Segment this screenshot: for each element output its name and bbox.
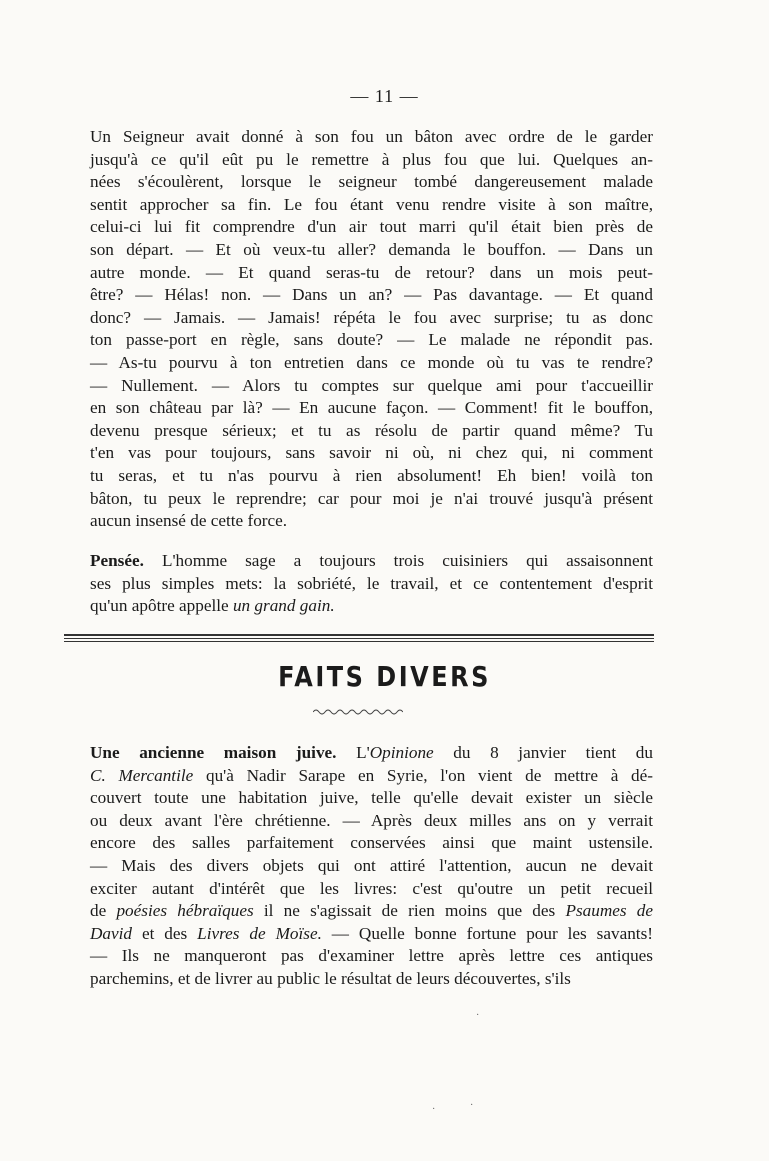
pensee-line-2: ses plus simples mets: la sobriété, le travail, et ce contentement d'esprit (90, 573, 653, 593)
news-headline: Une ancienne maison juive. (90, 743, 337, 762)
faits-line: — Ils ne manqueront pas d'examiner lettre après lettre ces antiques (90, 946, 653, 966)
faits-line: parchemins, et de livrer au public le résultat de leurs découvertes, s'ils (90, 968, 571, 988)
newspaper-name: C. Mercantile (90, 765, 194, 785)
faits-divers-paragraph (90, 742, 653, 991)
anecdote-paragraph (90, 126, 653, 533)
text-line: t'en vas pour toujours, sans savoir ni où, ni chez qui, ni comment (90, 443, 653, 463)
pensee-line-1: Pensée. L'homme sage a toujours trois cuisiniers qui assaisonnent (90, 551, 653, 570)
page-number: — 11 — (350, 86, 419, 106)
text-line: bâton, tu peux le reprendre; car pour moi je n'ai trouvé jusqu'à présent (90, 488, 653, 508)
text-line: celui-ci lui fit comprendre d'un air tout marri qu'il était bien près de (90, 217, 653, 237)
pensee-label: Pensée. (90, 551, 144, 570)
text-line: jusqu'à ce qu'il eût pu le remettre à plus fou que lui. Quelques an- (90, 149, 653, 169)
text-line: donc? — Jamais. — Jamais! répéta le fou avec surprise; tu as donc (90, 307, 653, 327)
title-ornament (313, 708, 403, 716)
text-line: être? — Hélas! non. — Dans un an? — Pas davantage. — Et quand (90, 285, 653, 305)
text-line: devenu presque sérieux; et tu as résolu de partir quand même? Tu (90, 420, 653, 440)
faits-line: exciter autant d'intérêt que les livres: c'est qu'outre un petit recueil (90, 878, 653, 898)
pensee-paragraph (90, 550, 653, 618)
text-line: tu seras, et tu n'as pourvu à rien absolument! Eh bien! voilà ton (90, 465, 653, 485)
text-line: — Nullement. — Alors tu comptes sur quelque ami pour t'accueillir (90, 375, 653, 395)
text-line: aucun insensé de cette force. (90, 511, 288, 531)
text-line: sentit approcher sa fin. Le fou étant venu rendre visite à son maître, (90, 194, 653, 214)
faits-line: C. Mercantile qu'à Nadir Sarape en Syrie, l'on vient de mettre à dé- (90, 765, 654, 785)
section-divider (64, 634, 654, 644)
faits-line: couvert toute une habitation juive, telle qu'elle devait exister un siècle (90, 788, 653, 808)
pensee-line-3: qu'un apôtre appelle un grand gain. (90, 596, 335, 616)
faits-line: — Mais des divers objets qui ont attiré l'attention, aucun ne devait (90, 855, 653, 875)
faits-line: David et des Livres de Moïse. — Quelle bonne fortune pour les savants! (90, 923, 653, 943)
faits-line: encore des salles parfaitement conservées ainsi que maint ustensile. (90, 833, 653, 853)
paper-speck: · (470, 1100, 474, 1111)
text-line: nées s'écoulèrent, lorsque le seigneur tombé dangereusement malade (90, 172, 653, 192)
text-line: en son château par là? — En aucune façon. — Comment! fit le bouffon, (90, 398, 653, 418)
paper-speck: · (476, 1010, 480, 1021)
text-line: — As-tu pourvu à ton entretien dans ce monde où tu vas te rendre? (90, 352, 653, 372)
text-line: Un Seigneur avait donné à son fou un bâton avec ordre de le garder (90, 127, 653, 146)
faits-line: ou deux avant l'ère chrétienne. — Après deux milles ans on y verrait (90, 810, 653, 830)
faits-line: de poésies hébraïques il ne s'agissait de rien moins que des Psaumes de (90, 901, 654, 921)
text-line: ton passe-port en règle, sans doute? — Le malade ne répondit pas. (90, 330, 653, 350)
text-line: son départ. — Et où veux-tu aller? demanda le bouffon. — Dans un (90, 239, 653, 259)
faits-line: Une ancienne maison juive. L'Opinione du 8 janvier tient du (90, 743, 653, 762)
paper-speck: · (432, 1104, 436, 1115)
text-line: autre monde. — Et quand seras-tu de retour? dans un mois peut- (90, 262, 653, 282)
pensee-emphasis: un grand gain. (232, 596, 335, 616)
section-title: FAITS DIVERS (278, 660, 491, 694)
newspaper-name: Opinione (369, 743, 434, 762)
